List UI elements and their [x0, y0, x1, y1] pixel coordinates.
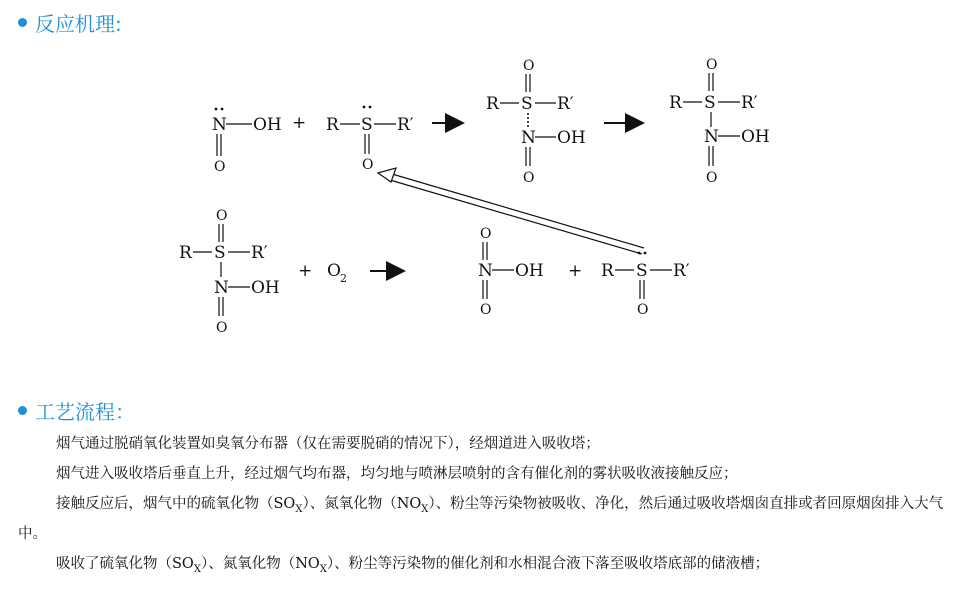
recycle-arrow	[378, 168, 644, 254]
molecule-adduct	[669, 57, 770, 186]
molecule-oxygen	[327, 261, 347, 285]
atom-r: R	[669, 93, 682, 113]
molecule-nitric-acid	[478, 226, 544, 318]
atom-o: O	[214, 159, 226, 175]
atom-o: O	[480, 302, 492, 318]
atom-r-prime: R′	[673, 261, 690, 281]
subscript-2: 2	[340, 272, 347, 285]
atom-s: S	[214, 243, 226, 263]
molecule-adduct-row2	[179, 208, 280, 336]
atom-n: N	[521, 128, 536, 148]
atom-o: O	[706, 170, 718, 186]
group-oh: OH	[741, 127, 770, 147]
atom-r: R	[326, 115, 339, 135]
atom-r-prime: R′	[397, 115, 414, 135]
atom-o: O	[327, 261, 341, 281]
atom-r-prime: R′	[557, 94, 574, 114]
process-step-3: 接触反应后，烟气中的硫氧化物$(SO_X)$、氮氧化物$(NO_X)$、粉尘等污染物被吸收、净化，然后通过吸收塔烟囱直排或者回原烟囱排入大气中。	[18, 496, 944, 542]
process-step-1: 烟气通过脱硝氧化装置如臭氧分布器（仅在需要脱硝的情况下），经烟道进入吸收塔；	[56, 436, 600, 452]
atom-r: R	[486, 94, 499, 114]
atom-n: N	[212, 115, 227, 135]
atom-n: N	[214, 278, 229, 298]
atom-n: N	[704, 127, 719, 147]
atom-r-prime: R′	[741, 93, 758, 113]
section-header-process	[18, 396, 135, 425]
atom-r: R	[179, 243, 192, 263]
molecule-sulfoxide-regenerated	[601, 252, 690, 318]
plus-sign: +	[298, 261, 313, 281]
atom-o: O	[216, 208, 228, 224]
group-oh: OH	[515, 261, 544, 281]
atom-s: S	[521, 94, 533, 114]
atom-s: S	[361, 115, 373, 135]
group-oh: OH	[253, 115, 282, 135]
section-title-process: 工艺流程：	[35, 400, 135, 424]
process-step-4: 吸收了硫氧化物$(SO_X)$、氮氧化物$(NO_X)$、粉尘等污染物的催化剂和水相混合液下落至吸收塔底部的储液槽；	[56, 555, 770, 575]
atom-o: O	[637, 302, 649, 318]
atom-n: N	[478, 261, 493, 281]
process-description	[18, 432, 958, 582]
reaction-scheme	[0, 40, 966, 350]
bullet-dot-icon	[18, 406, 27, 415]
section-title-mechanism: 反应机理:	[35, 12, 122, 36]
atom-o: O	[523, 58, 535, 74]
molecule-sulfoxide	[326, 106, 414, 173]
plus-sign: +	[292, 113, 307, 133]
atom-s: S	[636, 261, 648, 281]
atom-r: R	[601, 261, 614, 281]
atom-o: O	[523, 170, 535, 186]
group-oh: OH	[251, 278, 280, 298]
atom-o: O	[706, 57, 718, 73]
molecule-intermediate	[486, 58, 586, 186]
section-header-mechanism	[18, 8, 122, 37]
atom-s: S	[704, 93, 716, 113]
bullet-dot-icon	[18, 18, 27, 27]
plus-sign: +	[568, 261, 583, 281]
atom-o: O	[480, 226, 492, 242]
group-oh: OH	[557, 128, 586, 148]
process-step-2: 烟气进入吸收塔后垂直上升，经过烟气均布器，均匀地与喷淋层喷射的含有催化剂的雾状吸收液接触反应；	[56, 466, 738, 482]
atom-o: O	[362, 157, 374, 173]
atom-r-prime: R′	[251, 243, 268, 263]
atom-o: O	[216, 320, 228, 336]
molecule-nitrous-acid	[212, 108, 282, 175]
